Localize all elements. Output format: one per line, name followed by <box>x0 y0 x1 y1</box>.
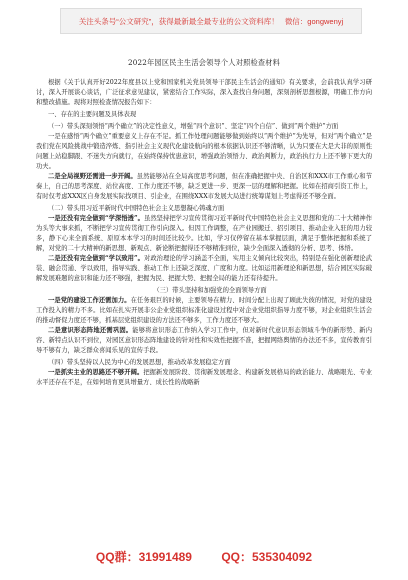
paragraph-7 <box>36 368 372 388</box>
banner-promo-text: 关注头条号“公文研究”，获得最新最全最专业的公文资料库！ <box>78 16 279 26</box>
paragraph-3-lead: 一是还没有完全做到“学深悟透”。 <box>48 215 144 222</box>
intro-paragraph: 根据《关于认真开好2022年度县以上党和国家机关党员领导干部民主生活会的通知》有关要求，会前我认真学习研讨，深入开展谈心谈话，广泛征求意见建议，紧密结合工作实际，深入查找自身问题，深刻剖析思想根源，明确工作方向和整改措施。现将对照检查情况报告如下： <box>36 79 372 106</box>
paragraph-7-lead: 一是抓实主业的思路还不够开阔。 <box>48 369 144 376</box>
footer-qq-number: QQ：535304092 <box>221 550 313 564</box>
subsection-heading-1: （一）带头深刻领悟“两个确立”的决定性意义，增强“四个意识”、坚定“四个自信”、做到“两个维护”方面 <box>48 123 339 130</box>
paragraph-6 <box>36 326 372 356</box>
subsection-heading-3: （三）带头坚持和加强党的全面领导方面 <box>153 287 267 294</box>
footer-contact <box>0 548 408 565</box>
banner-wechat-text: 微信：gongwenyj <box>284 16 344 26</box>
paragraph-5-lead: 一是党的建设工作还需加力。 <box>48 297 131 304</box>
paragraph-4-text: 对政治理论的学习涵盖不全面，实用主义倾向比较突出，特别是在强化创新理论武装、融会贯通、学以致用，指导实践、推动工作上还缺乏深度、广度和力度。比如运用新理论和新思想，结合园区实际破解发展难题的意识和能力还不够强，把握为民、把握大势、把握全局的能力还有待提升。 <box>36 255 372 282</box>
paragraph-3 <box>36 214 372 254</box>
paragraph-5 <box>36 296 372 326</box>
document-title: 2022年园区民主生活会领导个人对照检查材料 <box>127 58 281 67</box>
top-banner <box>60 8 362 34</box>
subsection-heading-4: （四）带头坚持以人民为中心的发展思想，推动改革发展稳定方面 <box>48 359 231 366</box>
section-heading-1: 一、存在的主要问题及具体表现 <box>48 111 137 118</box>
paragraph-2-lead: 二是全局视野还需进一步开阔。 <box>48 173 137 180</box>
footer-qq-group: QQ群：31991489 <box>95 550 192 564</box>
subsection-heading-2: （二）带头用习近平新时代中国特色社会主义思想凝心铸魂方面 <box>48 205 225 212</box>
paragraph-3-text: 虽然坚持把学习宣传贯彻习近平新时代中国特色社会主义思想和党的二十大精神作为头等大事来抓，不断把学习宣传贯彻工作引向深入。但因工作调整，在产业园搬迁、招引项目、推动企业入驻的用力较多，静下心来全面系统、原原本本学习的时间还比较少。比如，学习仅停留在基本掌握层面，满足于整体把握和系统了解，对党的二十大精神的新思想、新观点、新论断把握得还不够精准到位，缺少全面深入透彻的分析、思考、体悟。 <box>36 215 372 252</box>
paragraph-6-text: 能够将意识形态工作纳入学习工作中，但对新时代意识形态领域斗争的新形势、新内容、新特点认识不到位，对园区意识形态阵地建设的针对性和实效性把握不准，把握网络舆情的办法还不多，宣传教育引导不够有力，缺乏群众喜闻乐见的宣传手段。 <box>36 327 373 354</box>
paragraph-5-text: 在任务艰巨的时候，主要领导在精力、时间分配上出现了顾此失彼的情况，对党的建设工作投入的精力不多。比如在扎实开展非公企业党组织标准化建设过程中对企业党组织指导力度不够，对企业组织生活会的推动督促力度还不够，抓基层党组织建设的方法还不够多，工作力度还不够大。 <box>36 297 373 324</box>
paragraph-2-text: 虽然能够站在全局高度思考问题，但在准确把握中央、自治区和XXX市工作重心和节奏上，自己的思考深度、站位高度、工作力度还不够，缺乏更进一步、更深一层的理解和把握。比如在招商引资工作上，有时仅考虑XXX区自身发展实际找项目、引企业，在围绕XXX市发展大局进行统筹谋划上考虑得还不够全面。 <box>36 173 373 200</box>
paragraph-7-text: 把握新发展阶段、贯彻新发展理念、构建新发展格局的政治能力、战略眼光、专业水平还存在不足，在如何培育更具增量方、成长性的战略新 <box>36 369 373 386</box>
paragraph-6-lead: 二是意识形态阵地还需巩固。 <box>48 327 133 334</box>
document-body <box>36 50 372 388</box>
paragraph-2 <box>36 172 372 202</box>
paragraph-1: 一是在感悟“两个确立”重要意义上存在不足。抓工作处理问题能够做到始终以“两个维护”为先导，但对“两个确立”是我们党在风险挑战中锻造淬炼、指引社会主义现代化建设航向的根本依据认识还不够清晰，认为只要在大是大非的原则性问题上站稳脚跟、不迷失方向就行，在始终保持忧患意识，增强政治领悟力、政治判断力，政治执行力上还不够下更大的功夫。 <box>36 133 372 170</box>
paragraph-4-lead: 二是还没有完全做到“学以致用”。 <box>48 255 144 262</box>
paragraph-4 <box>36 254 372 284</box>
